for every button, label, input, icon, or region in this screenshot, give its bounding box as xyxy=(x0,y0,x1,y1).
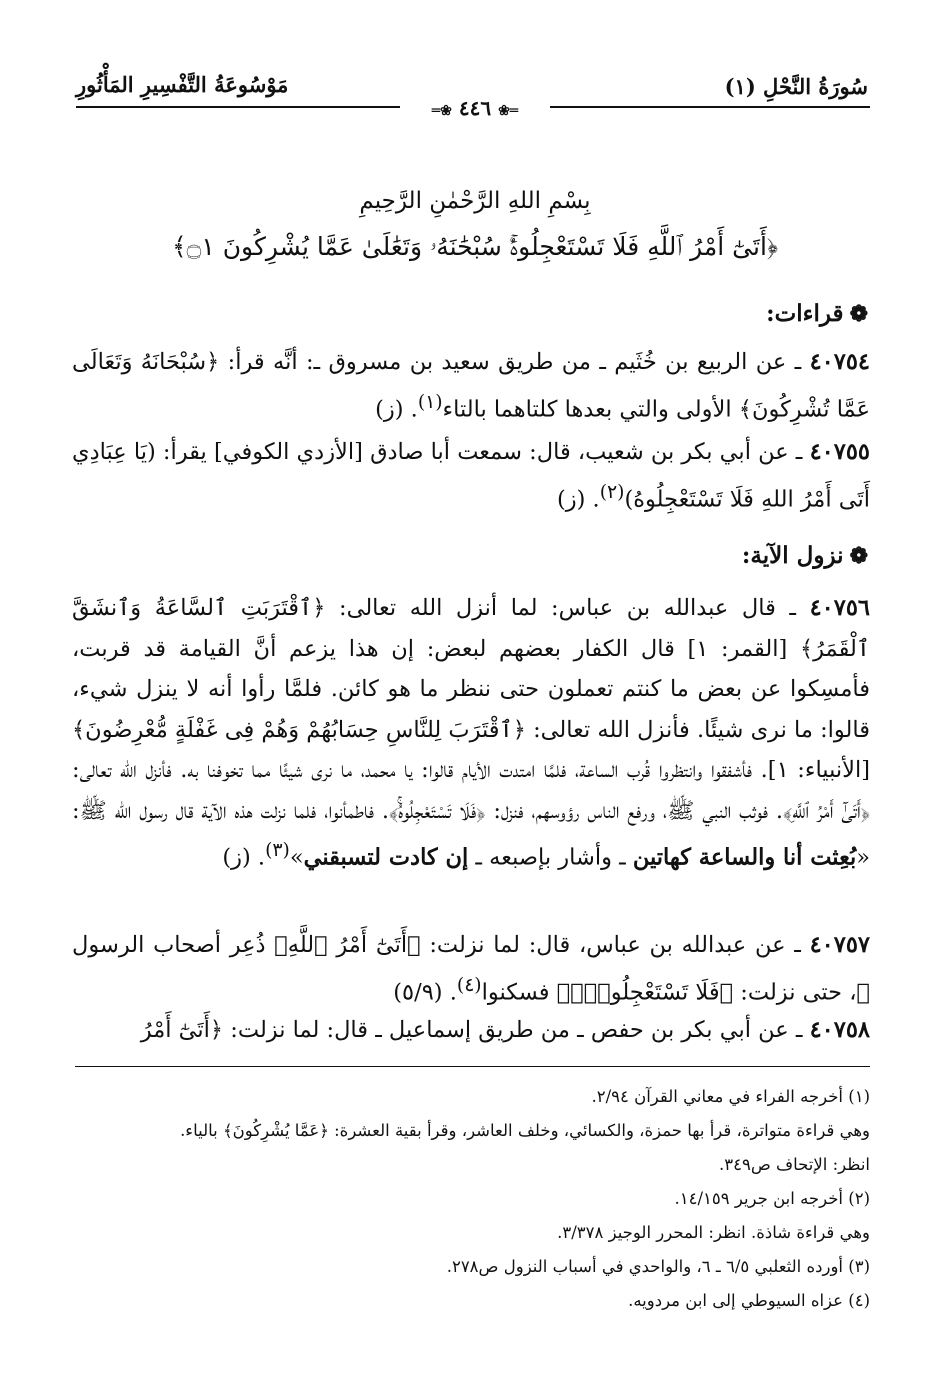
entry-40757 xyxy=(72,925,870,1013)
entry-text: ـ عن أبي بكر بن شعيب، قال: سمعت أبا صادق [الأزدي الكوفي] يقرأ: (يَا عِبَادِي أَتَى أَمْرُ اللهِ فَلَا تَسْتَعْجِلُوهُ) xyxy=(72,439,870,512)
footnote-4: (٤) عزاه السيوطي إلى ابن مردويه. xyxy=(628,1291,870,1310)
section-heading-label: قراءات: xyxy=(766,300,844,327)
entry-number: ٤٠٧٥٤ xyxy=(809,349,870,375)
entry-40756 xyxy=(72,588,870,878)
entry-40754 xyxy=(72,342,870,430)
footnote-1: (١) أخرجه الفراء في معاني القرآن ٢/٩٤. xyxy=(591,1087,870,1106)
entry-40755 xyxy=(72,432,870,520)
footnote-ref[interactable]: (٤) xyxy=(456,974,482,996)
hadith-bold: بُعِثت أنا والساعة كهاتين xyxy=(632,844,857,871)
verse-text: ﴿أَتَىٰٓ أَمْرُ ٱللَّهِ فَلَا تَسْتَعْجِلُوهُۚ سُبْحَٰنَهُۥ وَتَعَٰلَىٰ عَمَّا يُشْرِكُونَ ۝١﴾ xyxy=(172,232,778,261)
footnote-1-note: وهي قراءة متواترة، قرأ بها حمزة، والكسائي، وخلف العاشر، وقرأ بقية العشرة: ﴿عَمَّا يُشْرِكُونَ﴾ بالياء. xyxy=(180,1121,870,1140)
footnote-rule xyxy=(75,1066,870,1067)
section-heading-qiraat xyxy=(766,300,868,327)
entry-number: ٤٠٧٥٦ xyxy=(809,595,870,621)
flower-icon: ❁ xyxy=(849,301,868,327)
entry-tail: . (ز) xyxy=(375,396,418,422)
entry-tail: . (ز) xyxy=(222,844,266,871)
ornament-icon: ❀═ xyxy=(431,103,452,119)
entry-tail: . (٥/٩) xyxy=(393,979,457,1005)
footnote-3: (٣) أورده الثعلبي ٦/٥ ـ ٦، والواحدي في أسباب النزول ص٢٧٨. xyxy=(446,1257,870,1276)
entry-number: ٤٠٧٥٨ xyxy=(809,1017,870,1043)
footnote-2-note: وهي قراءة شاذة. انظر: المحرر الوجيز ٣/٣٧٨. xyxy=(557,1223,870,1242)
entry-40758 xyxy=(72,1010,870,1051)
entry-number: ٤٠٧٥٧ xyxy=(809,932,870,958)
entry-text: ـ قال عبدالله بن عباس: لما أنزل الله تعالى: ﴿ٱقْتَرَبَتِ ٱلسَّاعَةُ وَٱنشَقَّ ٱلْقَمَرُ﴾ [القمر: ١] قال الكفار بعضهم لبعض: إن هذا يزعم أنَّ القيامة قد قربت، فأمسِكوا عن بعض ما كنتم تعملون حتى ننظر ما هو كائن. فلمَّا رأوا أنه لا ينزل شيء، قالوا: ما نرى شيئًا. فأنزل الله تعالى: ﴿ٱقْتَرَبَ لِلنَّاسِ حِسَابُهُمْ وَهُمْ فِى غَفْلَةٍ مُّعْرِضُونَ﴾ [الأنبياء: ١]. فأشفقوا وانتظروا قُرب الساعة، فلمَّا امتدت الأيام قالوا: يا محمد، ما نرى شيئًا مما تخوفنا به. فأنزل الله تعالى: ﴿أَتَىٰٓ أَمْرُ ٱللَّهِ﴾. فوثب النبي ﷺ، ورفع الناس رؤوسهم، فنزل: ﴿فَلَا تَسْتَعْجِلُوهُۚ﴾. فاطمأنوا، فلما نزلت هذه الآية قال رسول الله ﷺ: « xyxy=(72,595,870,871)
page-number: ٤٤٦ xyxy=(458,96,492,120)
footnotes xyxy=(72,1080,870,1318)
entry-text: ـ عن الربيع بن خُثَيم ـ من طريق سعيد بن مسروق ـ: أنَّه قرأ: ﴿سُبْحَانَهُ وَتَعَالَى عَمَّا تُشْرِكُونَ﴾ الأولى والتي بعدها كلتاهما بالتاء xyxy=(72,349,870,422)
footnote-ref[interactable]: (١) xyxy=(417,391,443,413)
hadith-bold-2: إن كادت لتسبقني xyxy=(303,844,469,871)
entry-tail: . (ز) xyxy=(556,486,600,512)
section-heading-nuzul xyxy=(742,542,868,569)
entry-text: ـ عن عبدالله بن عباس، قال: لما نزلت: ﴿أَتَىٰٓ أَمْرُ ٱللَّهِ﴾ ذُعِر أصحاب الرسول ﷺ، حتى نزلت: ﴿فَلَا تَسْتَعْجِلُوهُۚ﴾ فسكنوا xyxy=(72,932,870,1005)
ornament-icon: ═❀ xyxy=(498,103,519,119)
section-heading-label: نزول الآية: xyxy=(741,542,844,569)
entry-text: ـ عن أبي بكر بن حفص ـ من طريق إسماعيل ـ قال: لما نزلت: ﴿أَتَىٰٓ أَمْرُ xyxy=(140,1017,810,1043)
book-title: مَوْسُوعَةُ التَّفْسِيرِ المَأْثُورِ xyxy=(76,72,289,97)
surah-title: سُورَةُ النَّحْلِ (١) xyxy=(724,74,868,99)
entry-text-mid: ـ وأشار بإصبعه ـ xyxy=(468,844,633,871)
footnote-ref[interactable]: (٢) xyxy=(599,481,625,503)
basmala: بِسْمِ اللهِ الرَّحْمٰنِ الرَّحِيمِ xyxy=(359,188,591,214)
entry-number: ٤٠٧٥٥ xyxy=(809,439,870,465)
flower-icon: ❁ xyxy=(849,543,868,569)
footnote-2: (٢) أخرجه ابن جرير ١٤/١٥٩. xyxy=(674,1189,870,1208)
quote-close: » xyxy=(289,844,304,871)
footnote-ref[interactable]: (٣) xyxy=(265,840,290,861)
footnote-1-ref: انظر: الإتحاف ص٣٤٩. xyxy=(718,1155,870,1174)
page-number-block xyxy=(400,96,550,120)
